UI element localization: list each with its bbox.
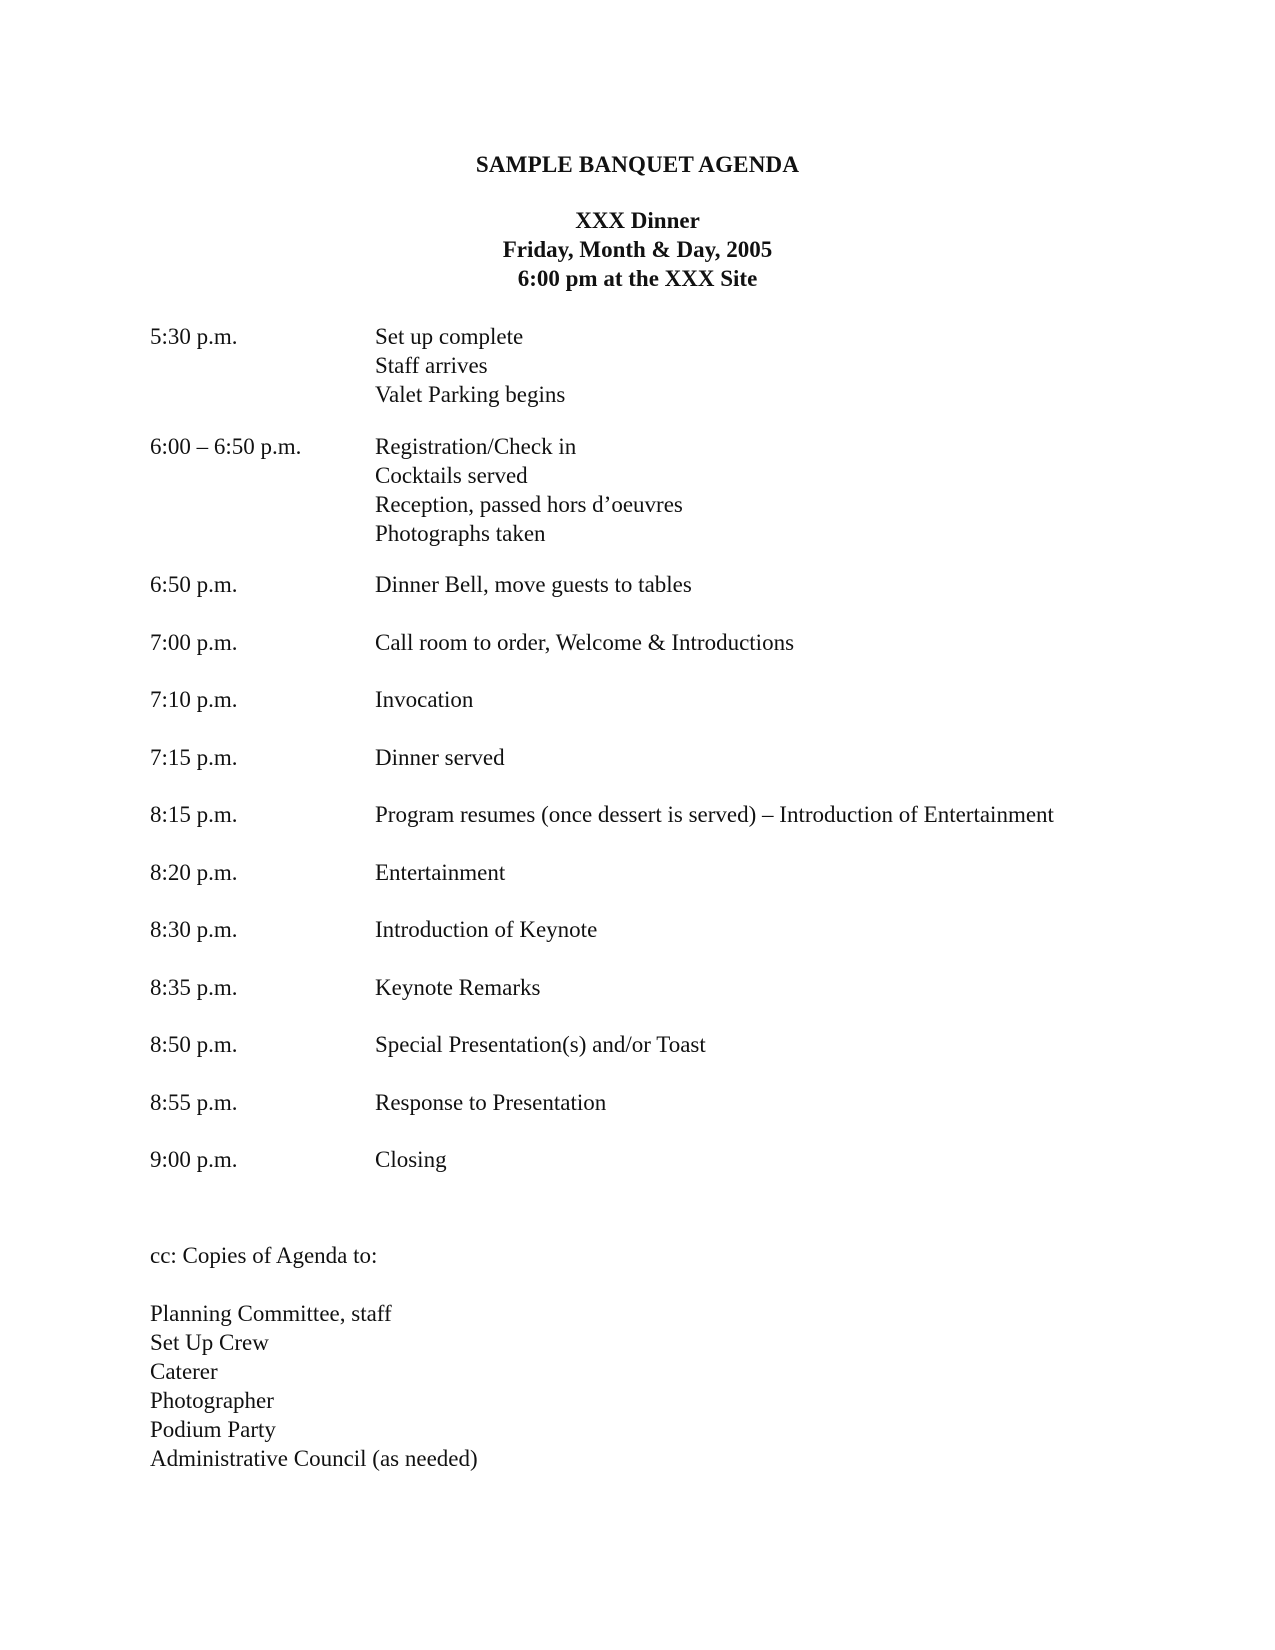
agenda-items: [375, 973, 1210, 1002]
agenda-row: [150, 743, 1210, 772]
agenda-items: [375, 570, 1210, 599]
document-title: SAMPLE BANQUET AGENDA: [475, 152, 800, 177]
agenda-time: 8:20 p.m.: [150, 860, 238, 885]
agenda-time: 8:50 p.m.: [150, 1032, 238, 1057]
agenda-items: [375, 1145, 1210, 1174]
agenda-time: 8:15 p.m.: [150, 802, 238, 827]
agenda-time: 7:15 p.m.: [150, 745, 238, 770]
agenda-time: 9:00 p.m.: [150, 1147, 238, 1172]
agenda-row: [150, 973, 1210, 1002]
agenda-item: Program resumes (once dessert is served) – Introduction of Entertainment: [375, 802, 1054, 827]
agenda-item: Closing: [375, 1147, 447, 1172]
agenda-items: [375, 1030, 1210, 1059]
agenda-item: Photographs taken: [375, 521, 546, 546]
agenda-item: Dinner Bell, move guests to tables: [375, 572, 692, 597]
agenda-items: [375, 800, 1210, 829]
agenda-items: [375, 858, 1210, 887]
agenda-time: 5:30 p.m.: [150, 324, 238, 349]
agenda-time: 8:30 p.m.: [150, 917, 238, 942]
cc-label: cc: Copies of Agenda to:: [150, 1243, 378, 1268]
agenda-row: [150, 685, 1210, 714]
agenda-row: [150, 322, 1210, 409]
agenda-item: Registration/Check in: [375, 434, 577, 459]
cc-recipient: Administrative Council (as needed): [150, 1446, 478, 1471]
cc-recipient-list: [150, 1299, 478, 1473]
cc-recipient: Podium Party: [150, 1417, 276, 1442]
agenda-time: 6:50 p.m.: [150, 572, 238, 597]
agenda-item: Set up complete: [375, 324, 524, 349]
agenda-row: [150, 858, 1210, 887]
cc-recipient: Caterer: [150, 1359, 218, 1384]
agenda-row: [150, 628, 1210, 657]
agenda-items: [375, 915, 1210, 944]
event-date: Friday, Month & Day, 2005: [502, 237, 773, 262]
agenda-row: [150, 1088, 1210, 1117]
agenda-time: 8:35 p.m.: [150, 975, 238, 1000]
event-name: XXX Dinner: [575, 208, 700, 233]
agenda-row: [150, 570, 1210, 599]
event-time-location: 6:00 pm at the XXX Site: [517, 266, 758, 291]
agenda-items: [375, 628, 1210, 657]
agenda-row: [150, 800, 1210, 829]
agenda-row: [150, 915, 1210, 944]
agenda-items: [375, 432, 1210, 548]
agenda-item: Staff arrives: [375, 353, 488, 378]
cc-recipient: Planning Committee, staff: [150, 1301, 392, 1326]
agenda-items: [375, 1088, 1210, 1117]
agenda-time: 8:55 p.m.: [150, 1090, 238, 1115]
agenda-item: Entertainment: [375, 860, 506, 885]
agenda-item: Introduction of Keynote: [375, 917, 598, 942]
agenda-row: [150, 432, 1210, 548]
agenda-items: [375, 322, 1210, 409]
cc-recipient: Set Up Crew: [150, 1330, 269, 1355]
agenda-time: 7:00 p.m.: [150, 630, 238, 655]
agenda-item: Valet Parking begins: [375, 382, 566, 407]
agenda-item: Special Presentation(s) and/or Toast: [375, 1032, 706, 1057]
agenda-item: Response to Presentation: [375, 1090, 607, 1115]
agenda-time: 6:00 – 6:50 p.m.: [150, 434, 302, 459]
agenda-items: [375, 743, 1210, 772]
agenda-row: [150, 1030, 1210, 1059]
agenda-row: [150, 1145, 1210, 1174]
agenda-items: [375, 685, 1210, 714]
agenda-item: Invocation: [375, 687, 474, 712]
agenda-item: Call room to order, Welcome & Introductions: [375, 630, 795, 655]
agenda-item: Dinner served: [375, 745, 505, 770]
agenda-time: 7:10 p.m.: [150, 687, 238, 712]
cc-recipient: Photographer: [150, 1388, 274, 1413]
agenda-item: Cocktails served: [375, 463, 528, 488]
agenda-item: Keynote Remarks: [375, 975, 541, 1000]
agenda-item: Reception, passed hors d’oeuvres: [375, 492, 683, 517]
event-header: [0, 206, 1275, 293]
